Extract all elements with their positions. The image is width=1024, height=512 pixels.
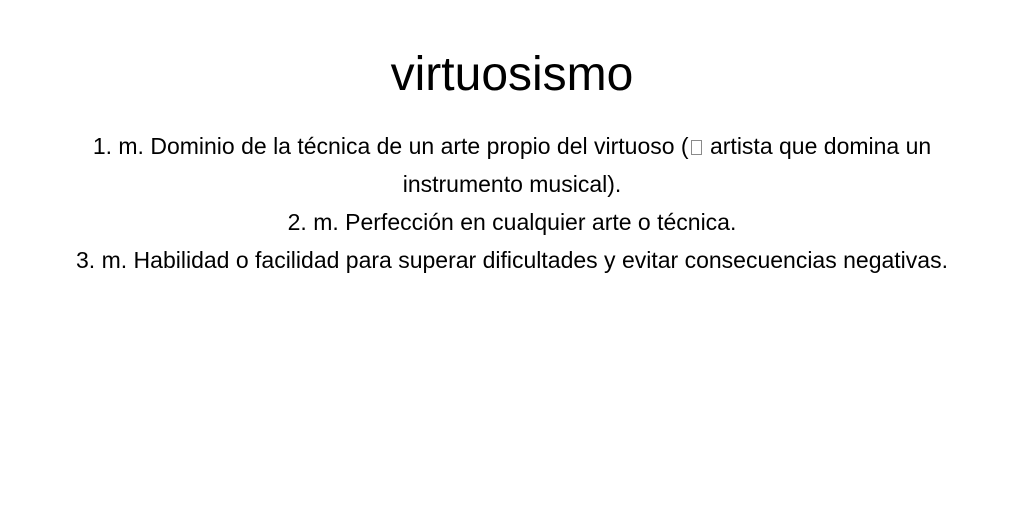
definition-text: Habilidad o facilidad para superar dificultades y evitar consecuencias negativas. [133, 247, 948, 273]
definitions-list [60, 127, 964, 279]
definition-text-continued: artista que domina un instrumento musical). [402, 133, 932, 197]
grammar-category: m. [313, 209, 339, 235]
definition-item [60, 241, 964, 279]
reference-arrow-icon [691, 140, 702, 155]
definition-text: Dominio de la técnica de un arte propio del virtuoso ( [150, 133, 689, 159]
grammar-category: m. [101, 247, 128, 273]
grammar-category: m. [118, 133, 144, 159]
definition-number: 1. [92, 133, 112, 159]
definition-number: 2. [287, 209, 307, 235]
headword: virtuosismo [390, 48, 634, 101]
definition-item [60, 127, 964, 203]
definition-number: 3. [76, 247, 96, 273]
definition-text: Perfección en cualquier arte o técnica. [345, 209, 737, 235]
definition-item [60, 203, 964, 241]
